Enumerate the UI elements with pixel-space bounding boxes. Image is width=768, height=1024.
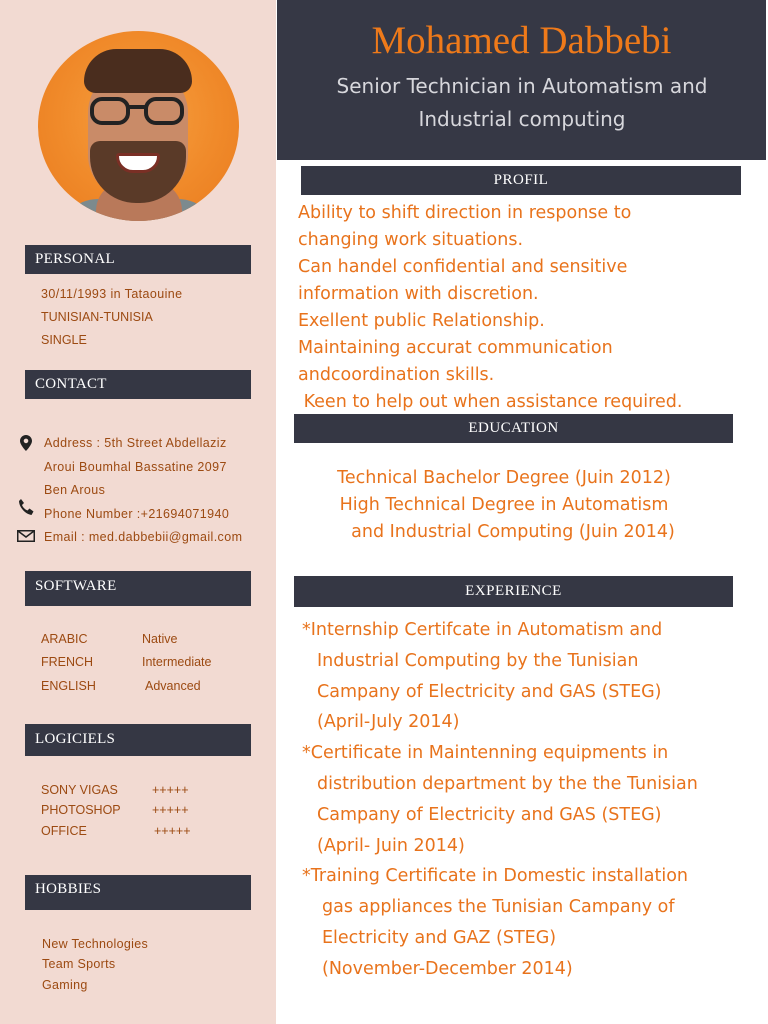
profil-line: andcoordination skills. (298, 365, 495, 385)
experience-line: (April- Juin 2014) (317, 835, 465, 856)
experience-line: Campany of Electricity and GAS (STEG) (317, 804, 662, 825)
software-lang-3: ENGLISH (41, 679, 96, 693)
software-heading: SOFTWARE (25, 571, 251, 606)
candidate-name: Mohamed Dabbebi (371, 19, 672, 62)
experience-line: *Internship Certifcate in Automatism and (302, 620, 663, 640)
logiciel-name-2: PHOTOSHOP (41, 803, 121, 817)
logiciels-heading: LOGICIELS (25, 724, 251, 756)
phone-icon (16, 498, 36, 516)
education-line: High Technical Degree in Automatism (339, 495, 669, 515)
contact-address-line-3: Ben Arous (44, 483, 106, 497)
education-heading: EDUCATION (294, 414, 733, 443)
profile-photo (38, 31, 239, 221)
profil-text (298, 200, 682, 416)
job-title-line-2: Industrial computing (418, 107, 626, 131)
experience-line: *Certificate in Maintenning equipments in (302, 743, 669, 764)
software-level-3: Advanced (145, 679, 201, 693)
contact-address-line-1: Address : 5th Street Abdellaziz (44, 436, 227, 450)
profil-line: changing work situations. (298, 230, 524, 250)
hobby-2: Team Sports (42, 957, 116, 971)
profil-heading: PROFIL (301, 166, 741, 195)
hobbies-heading: HOBBIES (25, 875, 251, 910)
personal-status: SINGLE (41, 333, 87, 347)
profil-line: Ability to shift direction in response to (298, 203, 632, 223)
personal-birth: 30/11/1993 in Tataouine (41, 287, 183, 301)
job-title-line-1: Senior Technician in Automatism and (336, 74, 708, 98)
job-title (290, 70, 754, 136)
profil-line: Exellent public Relationship. (298, 311, 545, 331)
logiciel-level-2: +++++ (152, 803, 189, 817)
email-icon (16, 529, 36, 547)
education-line: and Industrial Computing (Juin 2014) (351, 522, 675, 542)
experience-line: (April-July 2014) (317, 712, 460, 733)
software-lang-2: FRENCH (41, 655, 94, 669)
education-line: Technical Bachelor Degree (Juin 2012) (337, 468, 671, 488)
personal-heading: PERSONAL (25, 245, 251, 274)
location-pin-icon (16, 435, 36, 453)
profil-line: Keen to help out when assistance required. (298, 392, 683, 412)
experience-line: (November-December 2014) (322, 958, 573, 979)
contact-heading: CONTACT (25, 370, 251, 399)
education-text (294, 465, 714, 546)
experience-line: Campany of Electricity and GAS (STEG) (317, 681, 662, 702)
hobby-3: Gaming (42, 978, 88, 992)
experience-line: *Training Certificate in Domestic installation (302, 866, 688, 887)
experience-text (302, 615, 698, 985)
contact-phone: Phone Number :+21694071940 (44, 507, 230, 521)
logiciel-level-1: +++++ (152, 783, 189, 797)
experience-line: distribution department by the the Tunisian (317, 773, 698, 794)
software-level-1: Native (142, 632, 178, 646)
experience-line: gas appliances the Tunisian Campany of (322, 897, 675, 918)
contact-address-line-2: Aroui Boumhal Bassatine 2097 (44, 460, 227, 474)
experience-line: Electricity and GAZ (STEG) (322, 927, 557, 948)
profil-line: Maintaining accurat communication (298, 338, 613, 358)
software-level-2: Intermediate (142, 655, 212, 669)
profil-line: Can handel confidential and sensitive (298, 257, 628, 277)
logiciel-name-1: SONY VIGAS (41, 783, 118, 797)
software-lang-1: ARABIC (41, 632, 88, 646)
contact-email[interactable]: Email : med.dabbebii@gmail.com (44, 530, 243, 544)
profil-line: information with discretion. (298, 284, 539, 304)
logiciel-name-3: OFFICE (41, 824, 87, 838)
hobby-1: New Technologies (42, 937, 149, 951)
logiciel-level-3: +++++ (154, 824, 191, 838)
personal-nationality: TUNISIAN-TUNISIA (41, 310, 153, 324)
experience-heading: EXPERIENCE (294, 576, 733, 607)
experience-line: Industrial Computing by the Tunisian (317, 650, 639, 671)
